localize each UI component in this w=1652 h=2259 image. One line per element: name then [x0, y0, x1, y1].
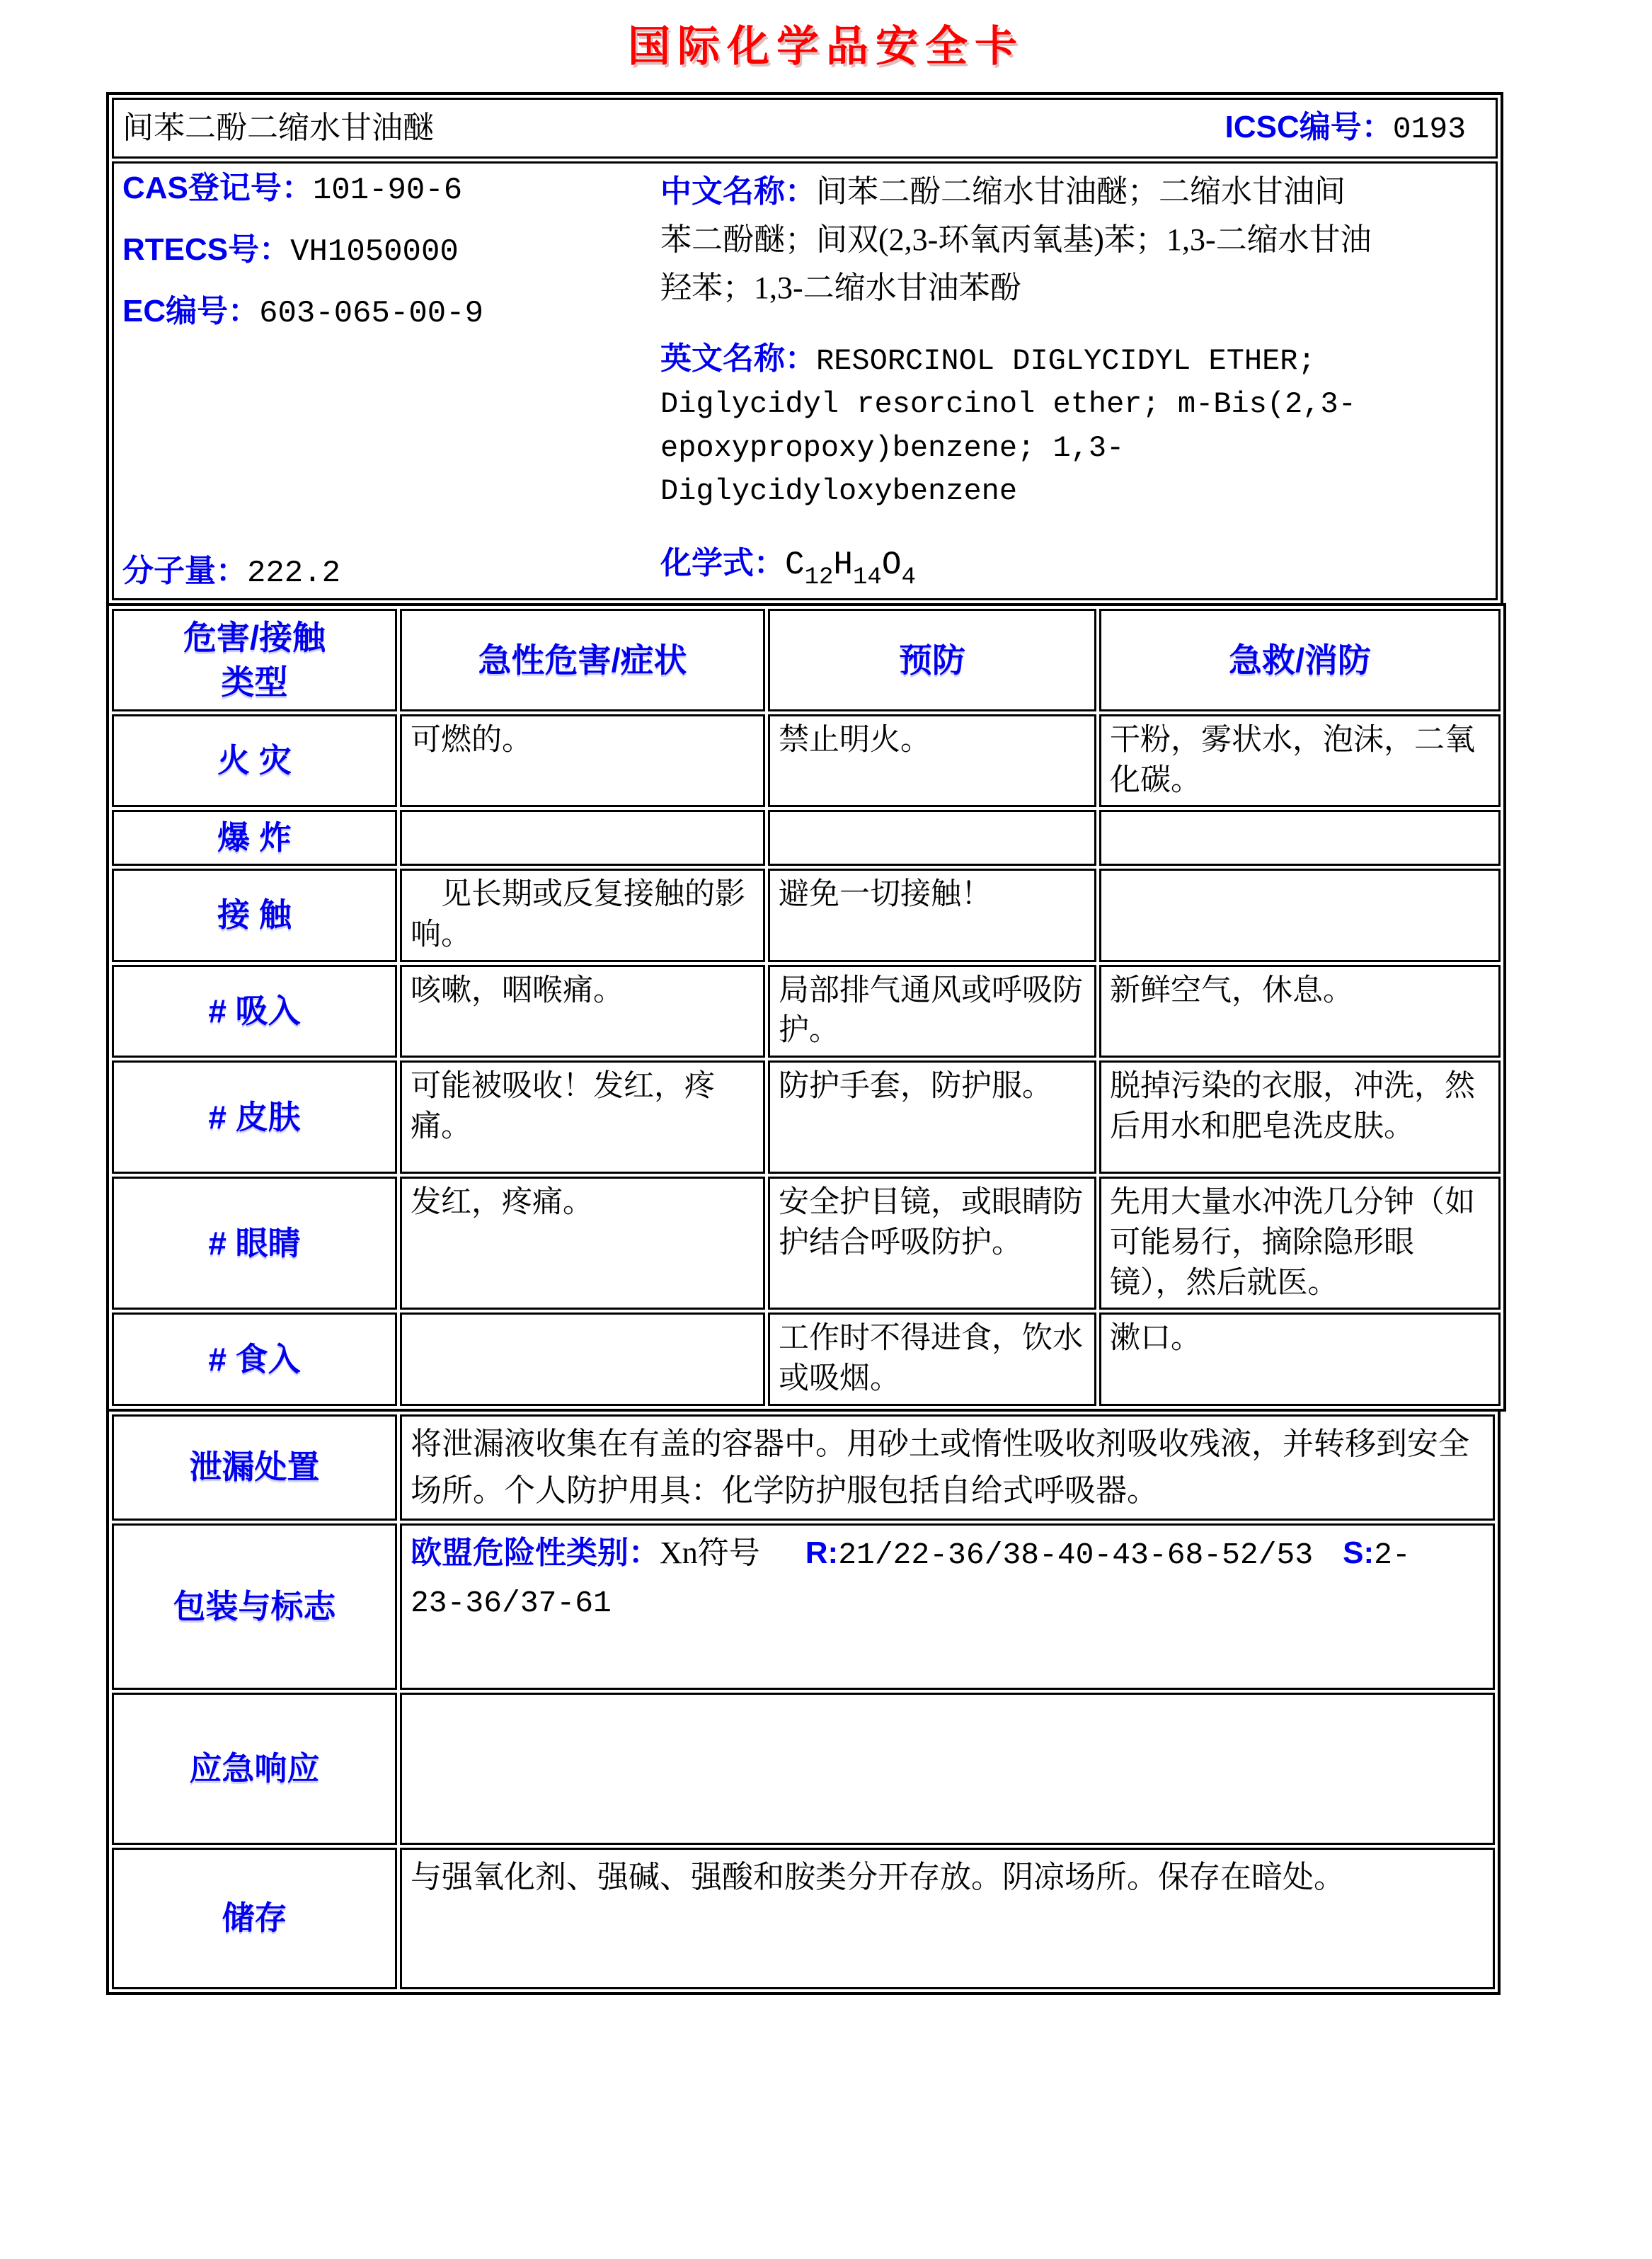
rtecs-number — [122, 229, 660, 273]
s-phrases-value-line2: 23-36/37-61 — [411, 1586, 612, 1621]
hazard-row-exposure — [112, 869, 1501, 962]
hazard-symptoms: 可燃的。 — [400, 714, 765, 808]
chinese-names — [660, 168, 1372, 313]
emergency-row — [112, 1693, 1495, 1845]
chinese-names-text: 间苯二酚二缩水甘油醚；二缩水甘油间苯二酚醚；间双(2,3-环氧丙氧基)苯；1,3-二缩水甘油羟苯；1,3-二缩水甘油苯酚 — [660, 174, 1372, 306]
hazard-row-ingestion — [112, 1312, 1501, 1406]
icsc-value: 0193 — [1392, 111, 1466, 147]
rtecs-label: RTECS号： — [122, 232, 291, 268]
english-names-text: RESORCINOL DIGLYCIDYL ETHER; Diglycidyl resorcinol ether; m-Bis(2,3-epoxypropoxy)benzene; 1,3-Diglycidyloxybenzene — [660, 343, 1356, 509]
eu-class-label: 欧盟危险性类别： — [411, 1535, 660, 1570]
sections-table — [106, 1409, 1501, 1995]
molecular-weight-value: 222.2 — [247, 555, 341, 591]
hazard-table — [106, 603, 1506, 1412]
hazard-row-inhalation — [112, 965, 1501, 1058]
emergency-content — [400, 1693, 1495, 1845]
hazard-firefighting: 先用大量水冲洗几分钟（如可能易行，摘除隐形眼镜），然后就医。 — [1099, 1177, 1501, 1310]
spill-content: 将泄漏液收集在有盖的容器中。用砂土或惰性吸收剂吸收残液，并转移到安全场所。个人防护用具：化学防护服包括自给式呼吸器。 — [400, 1414, 1495, 1521]
hazard-symptoms — [400, 1312, 765, 1406]
hazard-prevention: 避免一切接触！ — [768, 869, 1096, 962]
hazard-type: 接 触 — [112, 869, 397, 962]
prevention-header: 预防 — [768, 609, 1096, 711]
eu-symbol: Xn符号 — [660, 1535, 760, 1570]
cas-value: 101-90-6 — [312, 173, 463, 208]
english-names — [660, 337, 1372, 514]
spill-label: 泄漏处置 — [112, 1414, 397, 1521]
name-row — [112, 98, 1498, 159]
firefighting-header: 急救/消防 — [1099, 609, 1501, 711]
hazard-prevention: 工作时不得进食，饮水或吸烟。 — [768, 1312, 1096, 1406]
hazard-firefighting: 新鲜空气，休息。 — [1099, 965, 1501, 1058]
hazard-type: # 吸入 — [112, 965, 397, 1058]
chinese-names-label: 中文名称： — [660, 174, 816, 209]
hazard-symptoms — [400, 810, 765, 866]
storage-row — [112, 1848, 1495, 1989]
hazard-row-skin — [112, 1060, 1501, 1174]
s-phrases-value-line1: 2- — [1374, 1537, 1411, 1572]
hazard-prevention: 禁止明火。 — [768, 714, 1096, 808]
packaging-row — [112, 1523, 1495, 1690]
hazard-type: 火 灾 — [112, 714, 397, 808]
hazard-symptoms: 发红，疼痛。 — [400, 1177, 765, 1310]
emergency-label: 应急响应 — [112, 1693, 397, 1845]
spill-row — [112, 1414, 1495, 1521]
r-phrases-value: 21/22-36/38-40-43-68-52/53 — [838, 1537, 1314, 1572]
hazard-type-header: 危害/接触 类型 — [112, 609, 397, 711]
r-phrases-label: R: — [805, 1535, 839, 1570]
identity-row — [112, 161, 1498, 600]
icsc-number — [1225, 107, 1466, 150]
hazard-symptoms: 可能被吸收！发红，疼痛。 — [400, 1060, 765, 1174]
hazard-header-row — [112, 609, 1501, 711]
chemical-name: 间苯二酚二缩水甘油醚 — [122, 110, 434, 145]
hazard-firefighting: 干粉，雾状水，泡沫，二氧化碳。 — [1099, 714, 1501, 808]
names-block — [660, 168, 1372, 513]
hazard-type: # 眼睛 — [112, 1177, 397, 1310]
storage-content: 与强氧化剂、强碱、强酸和胺类分开存放。阴凉场所。保存在暗处。 — [400, 1848, 1495, 1989]
hazard-prevention — [768, 810, 1096, 866]
cas-number — [122, 168, 660, 211]
ec-value: 603-065-00-9 — [259, 296, 483, 332]
hazard-prevention: 防护手套，防护服。 — [768, 1060, 1096, 1174]
english-names-label: 英文名称： — [660, 341, 816, 376]
hazard-prevention: 局部排气通风或呼吸防护。 — [768, 965, 1096, 1058]
hazard-symptoms: 咳嗽，咽喉痛。 — [400, 965, 765, 1058]
s-phrases-label: S: — [1343, 1535, 1375, 1570]
hazard-type: # 食入 — [112, 1312, 397, 1406]
names-column — [660, 168, 1372, 594]
hazard-firefighting: 脱掉污染的衣服，冲洗，然后用水和肥皂洗皮肤。 — [1099, 1060, 1501, 1174]
cas-label: CAS登记号： — [122, 171, 313, 205]
hazard-type: # 皮肤 — [112, 1060, 397, 1174]
ec-label: EC编号： — [122, 294, 260, 329]
hazard-firefighting: 漱口。 — [1099, 1312, 1501, 1406]
hazard-firefighting — [1099, 810, 1501, 866]
icsc-label: ICSC编号： — [1224, 109, 1393, 144]
hazard-firefighting — [1099, 869, 1501, 962]
chemical-formula — [660, 543, 1372, 594]
ec-number — [122, 291, 660, 334]
packaging-label: 包装与标志 — [112, 1523, 397, 1690]
hazard-row-fire — [112, 714, 1501, 808]
rtecs-value: VH1050000 — [290, 234, 459, 270]
chemical-name-cell — [112, 98, 1498, 159]
packaging-content — [400, 1523, 1495, 1690]
identity-table — [106, 92, 1503, 606]
storage-label: 储存 — [112, 1848, 397, 1989]
hazard-row-eyes — [112, 1177, 1501, 1310]
molecular-weight — [122, 551, 660, 594]
hazard-type: 爆 炸 — [112, 810, 397, 866]
symptoms-header: 急性危害/症状 — [400, 609, 765, 711]
molecular-weight-label: 分子量： — [122, 553, 247, 588]
page-title: 国际化学品安全卡 — [628, 23, 1024, 70]
hazard-row-explosion — [112, 810, 1501, 866]
registry-numbers-column — [122, 168, 660, 594]
hazard-prevention: 安全护目镜，或眼睛防护结合呼吸防护。 — [768, 1177, 1096, 1310]
chemical-formula-value: $C_{12}H_{14}O_4$ — [785, 547, 916, 592]
hazard-symptoms: 见长期或反复接触的影响。 — [400, 869, 765, 962]
identity-cell — [112, 161, 1498, 600]
registry-numbers — [122, 168, 660, 353]
chemical-formula-label: 化学式： — [660, 546, 785, 581]
